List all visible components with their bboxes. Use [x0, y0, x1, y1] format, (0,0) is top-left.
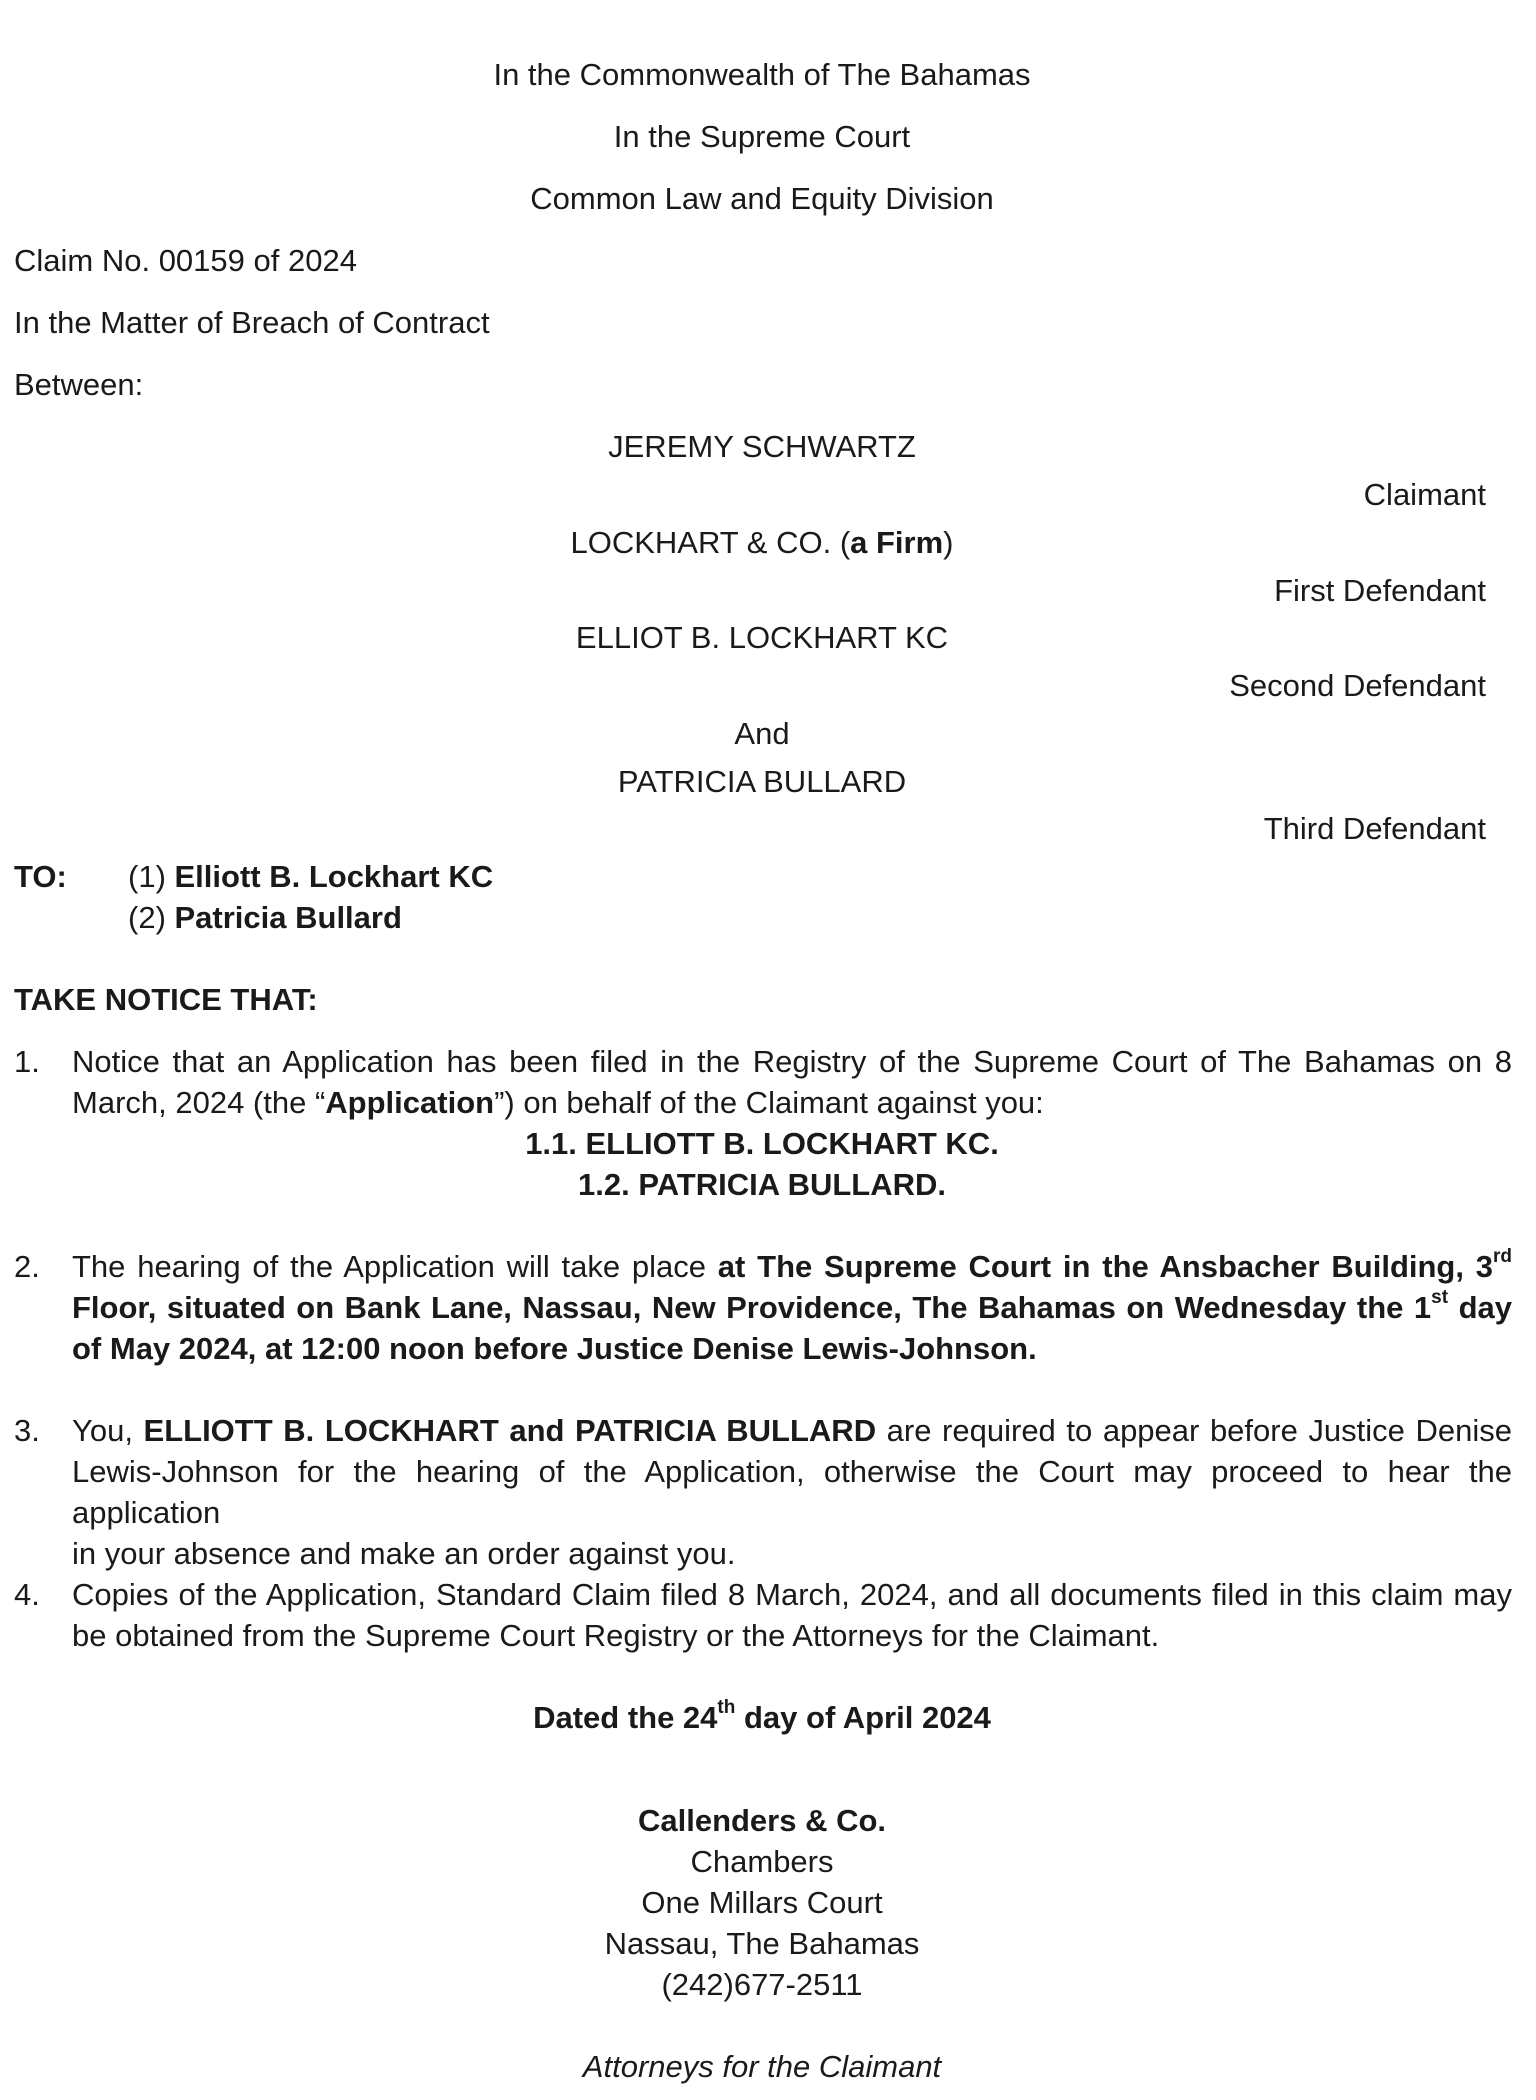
claimant-name: JEREMY SCHWARTZ [608, 429, 916, 464]
to-recipient-1: (1) Elliott B. Lockhart KC [128, 859, 494, 894]
dated-line: Dated the 24th day of April 2024 [533, 1696, 991, 1735]
paragraph-1 [72, 1041, 1512, 1123]
paragraph-2-line-2: Floor, situated on Bank Lane, Nassau, New Providence, The Bahamas on Wednesday the 1st day [72, 1286, 1513, 1325]
to-label: TO: [14, 859, 67, 894]
paragraph-4-line-1: Copies of the Application, Standard Claim filed 8 March, 2024, and all documents filed in this claim may [72, 1577, 1512, 1612]
paragraph-2-line-1: The hearing of the Application will take place at The Supreme Court in the Ansbacher Building, 3rd [72, 1245, 1512, 1284]
and-conjunction: And [734, 716, 790, 751]
paragraph-3-line-1: You, ELLIOTT B. LOCKHART and PATRICIA BULLARD are required to appear before Justice Denise [72, 1413, 1512, 1448]
claimant-role: Claimant [1363, 477, 1486, 512]
paragraph-1-line-1: Notice that an Application has been filed in the Registry of the Supreme Court of The Bahamas on 8 [72, 1044, 1512, 1079]
between-label: Between: [14, 367, 144, 402]
paragraph-3-line-2: Lewis-Johnson for the hearing of the Application, otherwise the Court may proceed to hear the application [72, 1454, 1512, 1530]
paragraph-3-line-3: in your absence and make an order against you. [72, 1536, 736, 1571]
to-recipient-2: (2) Patricia Bullard [128, 900, 402, 935]
take-notice-heading: TAKE NOTICE THAT: [14, 982, 318, 1017]
firm-name: Callenders & Co. [637, 1803, 887, 1838]
court-jurisdiction: In the Commonwealth of The Bahamas [493, 57, 1031, 92]
paragraph-2-number: 2. [14, 1249, 40, 1284]
paragraph-2 [72, 1246, 1512, 1369]
second-defendant-name: ELLIOT B. LOCKHART KC [575, 620, 949, 655]
paragraph-3-number: 3. [14, 1413, 40, 1448]
firm-address-line-2: One Millars Court [641, 1885, 883, 1920]
claim-matter: In the Matter of Breach of Contract [14, 305, 490, 340]
paragraph-1-subitem-1: 1.1. ELLIOTT B. LOCKHART KC. [525, 1126, 999, 1161]
paragraph-4-number: 4. [14, 1577, 40, 1612]
third-defendant-name: PATRICIA BULLARD [617, 764, 907, 799]
first-defendant-role: First Defendant [1274, 573, 1486, 608]
paragraph-1-subitem-2: 1.2. PATRICIA BULLARD. [578, 1167, 946, 1202]
claim-number: Claim No. 00159 of 2024 [14, 243, 357, 278]
attorneys-for-claimant: Attorneys for the Claimant [582, 2049, 942, 2084]
firm-address-line-3: Nassau, The Bahamas [604, 1926, 920, 1961]
paragraph-4 [72, 1574, 1512, 1656]
paragraph-1-number: 1. [14, 1044, 40, 1079]
court-name: In the Supreme Court [613, 119, 911, 154]
paragraph-4-line-2: be obtained from the Supreme Court Registry or the Attorneys for the Claimant. [72, 1618, 1160, 1653]
paragraph-3 [72, 1410, 1512, 1574]
paragraph-2-line-3: of May 2024, at 12:00 noon before Justice Denise Lewis-Johnson. [72, 1331, 1037, 1366]
paragraph-1-line-2: March, 2024 (the “Application”) on behalf of the Claimant against you: [72, 1085, 1044, 1120]
second-defendant-role: Second Defendant [1229, 668, 1486, 703]
firm-phone: (242)677-2511 [661, 1967, 863, 2002]
firm-address-line-1: Chambers [690, 1844, 834, 1879]
court-division: Common Law and Equity Division [530, 181, 994, 216]
third-defendant-role: Third Defendant [1263, 811, 1486, 846]
first-defendant-name: LOCKHART & CO. (a Firm) [570, 525, 954, 560]
